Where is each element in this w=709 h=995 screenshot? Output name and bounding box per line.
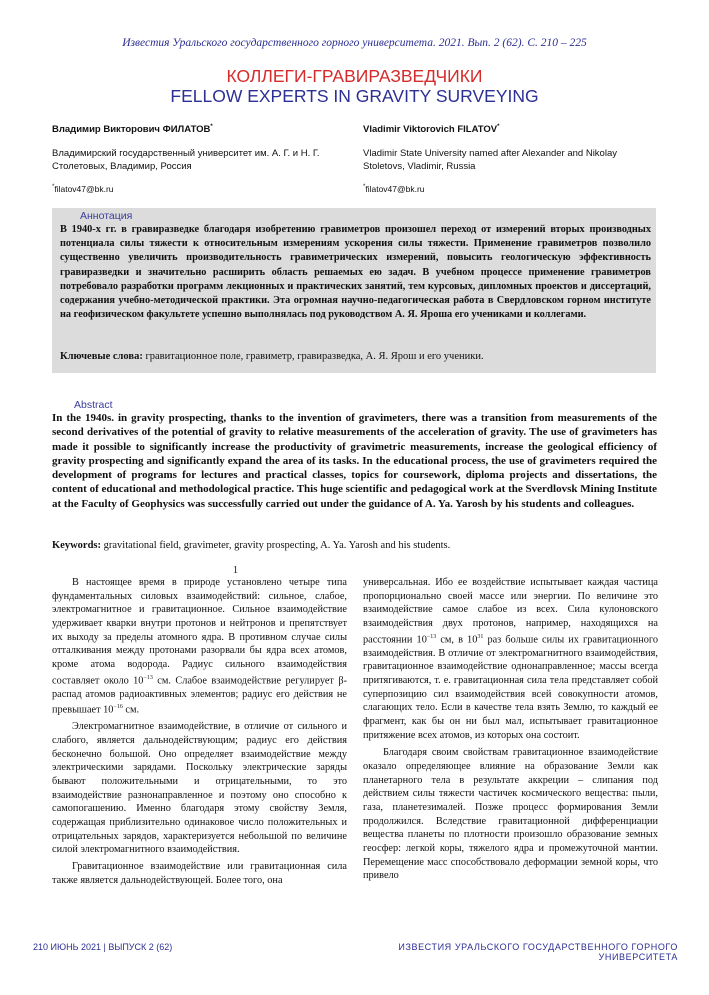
paragraph: В настоящее время в природе установлено четыре типа фундаментальных силовых взаимодействий: сильное, слабое, электромагнитное и гравитационное. Сильное взаимодействие удерживает кварки внутри протонов и нейтронов и препятствует их выходу за пределы атомного ядра. В противном случае силы отталкивания между протонами разорвали бы ядра всех атомов, кроме атома водорода. Радиус сильного взаимодействия составляет около $10^{-13}$ см. Слабое взаимодействие регулирует β-распад атомов радиоактивных элементов; радиус его действия не превышает $10^{-16}$ см. [52, 577, 347, 716]
author-name-en: Vladimir Viktorovich FILATOV* [363, 124, 500, 136]
keywords-en: Keywords: gravitational field, gravimeter, gravity prospecting, A. Ya. Yarosh and his students. [52, 540, 451, 551]
footer-page-info: 210 ИЮНЬ 2021 | ВЫПУСК 2 (62) [33, 942, 173, 952]
article-title-ru: КОЛЛЕГИ-ГРАВИРАЗВЕДЧИКИ [226, 66, 483, 86]
author-name-ru: Владимир Викторович ФИЛАТОВ* [52, 124, 213, 136]
email-ru[interactable]: *filatov47@bk.ru [52, 184, 114, 194]
paragraph: Электромагнитное взаимодействие, в отличие от сильного и слабого, является дальнодействующим; радиус его действия бесконечно большой. Оно определяет взаимодействие между электрическими зарядами. Поскольку электрические заряды бывают положительными и отрицательными, то это взаимодействие разнонаправленное и поэтому оно способно к самопогашению. Именно благодаря этому свойству Земля, содержащая приблизительно одинаковое число положительных и отрицательных зарядов, характеризуется небольшой по величине силой электромагнитного взаимодействия. [52, 721, 347, 856]
paragraph: Благодаря своим свойствам гравитационное взаимодействие оказало определяющее влияние на образование Земли как планетарного тела в результате аккреции – слипания под действием силы тяжести частичек космического вещества: пыли, газа, планетезималей. Позже процесс формирования Земли продолжился. Вследствие гравитационной дифференциации вещества планеты по плотности произошло образование земных геосфер: легкой коры, тяжелого ядра и промежуточной мантии. Перемещение масс способствовало деформации земной коры, что привело [363, 747, 658, 882]
affiliation-ru: Владимирский государственный университет им. А. Г. и Н. Г. Столетовых, Владимир, Россия [52, 148, 320, 172]
section-number: 1 [233, 565, 238, 576]
body-column-left [52, 576, 347, 887]
abstract-text: In the 1940s. in gravity prospecting, thanks to the invention of gravimeters, there was a transition from measurements of the second derivatives of the potential of gravity to relative measurements of the acceleration of gravity. The use of gravimeters has made it possible to significantly increase the productivity of gravimetric measurements, increase the geological efficiency of gravity prospecting and significantly expand the area of its tasks. In the educational process, the use of gravimeters required the development of programs for lectures and practical classes, topics for coursework, diploma projects and dissertations, the content of educational and methodological practice. This huge scientific and pedagogical work at the Sverdlovsk Mining Institute at the Faculty of Geophysics was successfully carried out under the guidance of A. Ya. Yarosh by his students and colleagues. [52, 412, 657, 510]
abstract-heading: Abstract [74, 399, 113, 411]
journal-reference: Известия Уральского государственного горного университета. 2021. Вып. 2 (62). С. 210 – 225 [122, 37, 587, 49]
keywords-ru: Ключевые слова: гравитационное поле, гравиметр, гравиразведка, А. Я. Ярош и его ученики. [60, 351, 484, 362]
footer-journal-name: ИЗВЕСТИЯ УРАЛЬСКОГО ГОСУДАРСТВЕННОГО ГОРНОГО УНИВЕРСИТЕТА [398, 942, 678, 962]
paragraph: универсальная. Ибо ее воздействие испытывает каждая частица пропорционально своей массе или энергии. По величине это взаимодействие самое слабое из всех. Сила кулоновского взаимодействия двух протонов, например, находящихся на расстоянии $10^{-13}$ см, в $10^{31}$ раз больше силы их гравитационного взаимодействия. В отличие от электромагнитного взаимодействия, гравитационное взаимодействие однонаправленное; массы всегда притягиваются, т. е. гравитационная сила тела представляет собой суперпозицию сил взаимодействия всей совокупности атомов, слагающих тело. Если в качестве тела взять Землю, то каждый ее фрагмент, как бы он ни был мал, испытывает гравитационное притяжение всех атомов, из которых она состоит. [363, 577, 658, 741]
annotation-box [52, 208, 656, 373]
annotation-text: В 1940-х гг. в гравиразведке благодаря изобретению гравиметров произошел переход от измерений вторых производных потенциала силы тяжести к относительным измерениям ускорения силы тяжести. Применение гравиметров позволило существенно увеличить производительность гравиметрических измерений, повысить геологическую эффективность гравиразведки и значительно расширить область решаемых ею задач. В учебном процессе применение гравиметров потребовало разработки программ лекционных и практических занятий, тем курсовых, дипломных проектов и диссертаций, содержания учебно-методической практики. Эта огромная научно-педагогическая работа в Свердловском горном институте на геофизическом факультете успешно выполнялась под руководством А. Я. Яроша его учениками и коллегами. [60, 224, 651, 321]
affiliation-en: Vladimir State University named after Alexander and Nikolay Stoletovs, Vladimir, Russia [363, 148, 617, 172]
email-en[interactable]: *filatov47@bk.ru [363, 184, 425, 194]
annotation-heading: Аннотация [80, 210, 133, 222]
article-title-en: FELLOW EXPERTS IN GRAVITY SURVEYING [170, 86, 539, 106]
body-column-right [363, 576, 658, 883]
paragraph: Гравитационное взаимодействие или гравитационная сила также является дальнодействующей. Более того, она [52, 860, 347, 886]
